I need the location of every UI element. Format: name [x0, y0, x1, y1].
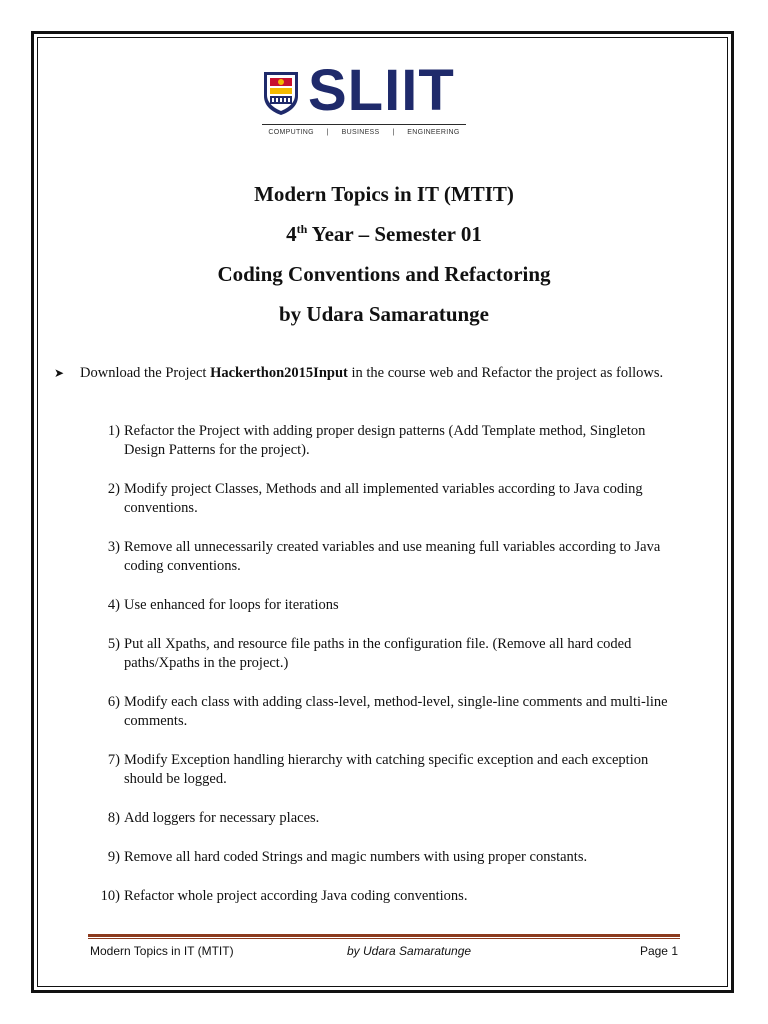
list-item: 6) Modify each class with adding class-level, method-level, single-line comments and multi-line comments. [107, 694, 668, 729]
tagline-separator: | [326, 129, 329, 136]
list-item: 1) Refactor the Project with adding proper design patterns (Add Template method, Singleton Design Patterns for the project). [107, 423, 646, 458]
course-title: Modern Topics in IT (MTIT) [254, 182, 514, 206]
tagline-computing: COMPUTING [268, 129, 314, 136]
list-item: 5) Put all Xpaths, and resource file paths in the configuration file. (Remove all hard coded paths/Xpaths in the project.) [107, 636, 632, 671]
year-semester: 4th Year – Semester 01 [286, 222, 482, 246]
intro-text: Download the Project Hackerthon2015Input in the course web and Refactor the project as follows. [80, 365, 664, 381]
footer-author: by Udara Samaratunge [347, 944, 472, 958]
list-item: 7) Modify Exception handling hierarchy with catching specific exception and each exception should be logged. [107, 752, 649, 787]
list-item: 9) Remove all hard coded Strings and magic numbers with using proper constants. [107, 849, 588, 865]
tagline-engineering: ENGINEERING [407, 129, 460, 136]
logo-tagline [262, 124, 466, 136]
project-name: Hackerthon2015Input [210, 365, 348, 381]
page-footer [90, 944, 680, 962]
sliit-logo [262, 58, 468, 146]
tagline-separator: | [392, 129, 395, 136]
document-header [0, 180, 768, 340]
list-item: 2) Modify project Classes, Methods and all implemented variables according to Java coding conventions. [107, 481, 643, 516]
tagline-business: BUSINESS [341, 129, 380, 136]
arrow-bullet-icon: ➤ [54, 366, 65, 380]
intro-bullet-item [54, 364, 664, 383]
list-item: 3) Remove all unnecessarily created variables and use meaning full variables according to Java coding conventions. [107, 539, 661, 574]
list-item: 4) Use enhanced for loops for iterations [107, 597, 339, 613]
crest-icon [262, 70, 300, 116]
footer-rule-thick [88, 934, 680, 937]
footer-rule-thin [88, 938, 680, 939]
footer-course: Modern Topics in IT (MTIT) [90, 944, 234, 958]
list-item: 10) Refactor whole project according Java coding conventions. [100, 888, 468, 904]
topic-title: Coding Conventions and Refactoring [217, 262, 551, 286]
author-line: by Udara Samaratunge [278, 302, 489, 326]
logo-wordmark: SLIIT [308, 58, 455, 123]
list-item: 8) Add loggers for necessary places. [107, 810, 320, 826]
page-number: Page 1 [639, 944, 678, 958]
